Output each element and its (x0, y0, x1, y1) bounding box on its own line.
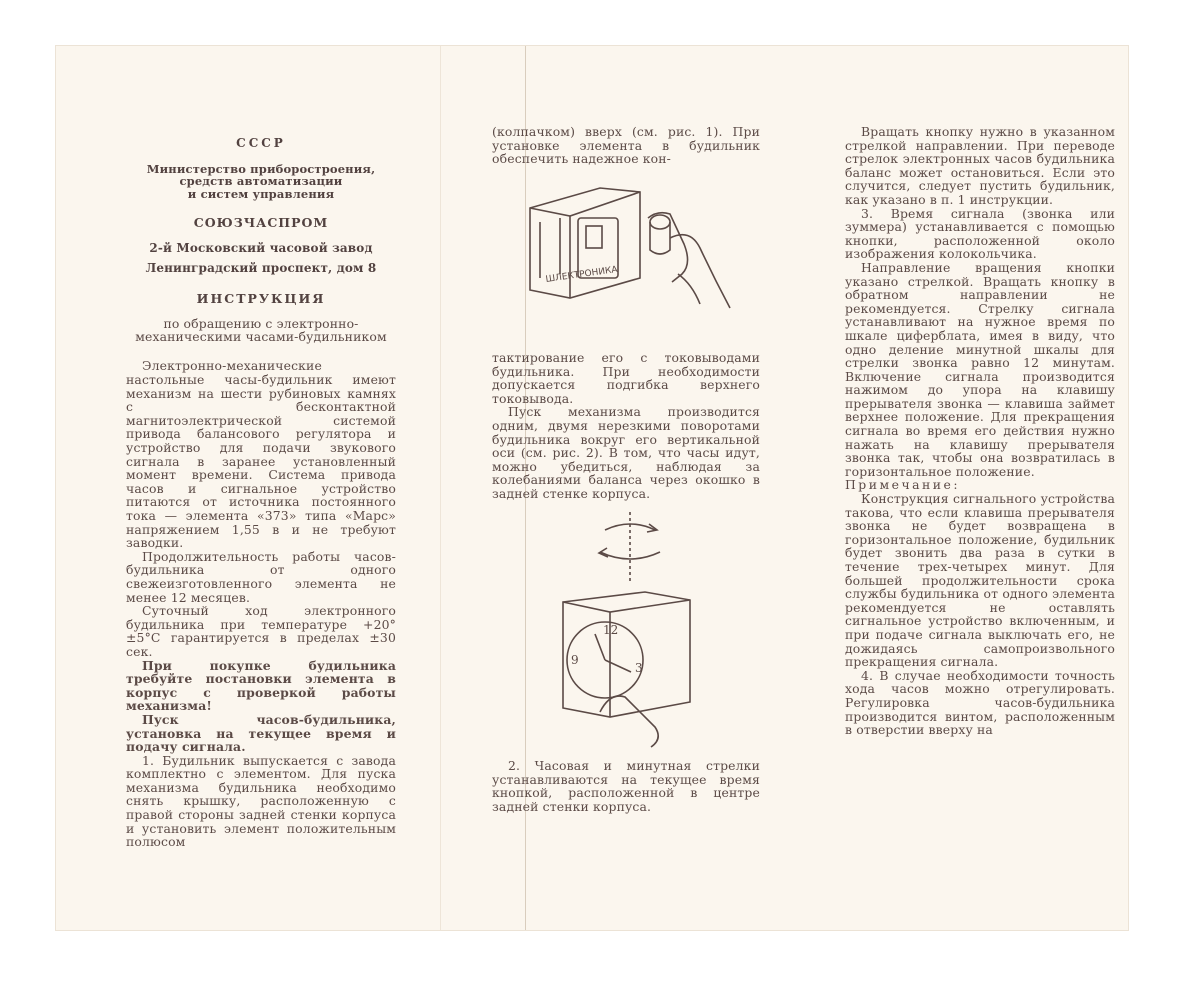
organization-heading: СОЮЗЧАСПРОМ (193, 215, 329, 231)
paragraph: тактирование его с токовыводами будильника. При необходимости допускается подгибка верхнего токовывода. (492, 350, 760, 406)
document-title: ИНСТРУКЦИЯ (196, 290, 326, 306)
fold-line (440, 46, 441, 930)
warning-paragraph: При покупке будильника требуйте постановки элемента в корпус с проверкой работы механизма! (126, 657, 396, 714)
dial-number-12: 12 (603, 623, 619, 637)
clock-rotation-illustration (545, 512, 705, 752)
paragraph: 2. Часовая и минутная стрелки устанавливаются на текущее время кнопкой, расположенной в центре задней стенки корпуса. (492, 758, 760, 814)
column-left (126, 137, 396, 849)
ministry-heading: Министерство приборостроения, средств автоматизации и систем управления (146, 161, 376, 201)
clock-battery-illustration (520, 178, 755, 328)
paragraph: Суточный ход электронного будильника при температуре +20° ±5°С гарантируется в пределах ±30 сек. (126, 603, 396, 659)
paragraph: Пуск механизма производится одним, двумя нерезкими поворотами будильника вокруг его вертикальной оси (см. рис. 2). В том, что часы идут, можно убедиться, наблюдая за колебаниями баланса через окошко в задней стенке корпуса. (492, 404, 760, 501)
paragraph: Вращать кнопку нужно в указанном стрелкой направлении. При переводе стрелок электронных часов будильника баланс может остановиться. Если это случится, следует пустить будильник, как указано в п. 1 инструкции. (845, 124, 1115, 207)
paragraph: 3. Время сигнала (звонка или зуммера) устанавливается с помощью кнопки, расположенной около изображения колокольчика. (845, 205, 1115, 262)
paragraph: 1. Будильник выпускается с завода комплектно с элементом. Для пуска механизма будильника необходимо снять крышку, расположенную с правой стороны задней стенки корпуса и установить элемент положительным полюсом (126, 752, 396, 850)
paragraph: (колпачком) вверх (см. рис. 1). При установке элемента в будильник обеспечить надежное кон- (492, 124, 760, 167)
paragraph: Конструкция сигнального устройства такова, что если клавиша прерывателя звонка не будет возвращена в горизонтальное положение, будильник будет звонить два раза в сутки в течение трех-четырех минут. Для большей продолжительности срока службы будильника от одного элемента рекомендуется не оставлять сигнальное устройство включенным, и при подаче сигнала выключать его, не дожидаясь самопроизвольного прекращения сигнала. (845, 491, 1115, 670)
document-subtitle: по обращению с электронно-механическими часами-будильником (135, 316, 387, 345)
section-heading: Пуск часов-будильника, установка на текущее время и подачу сигнала. (126, 711, 396, 755)
dial-number-9: 9 (571, 653, 579, 667)
column-right (845, 125, 1115, 737)
paragraph: Направление вращения кнопки указано стрелкой. Вращать кнопку в обратном направлении не рекомендуется. Стрелку сигнала устанавливают на нужное время по шкале циферблата, имея в виду, что одно деление минутной шкалы для стрелки звонка равно 12 минутам. Включение сигнала производится нажимом до упора на клавишу прерывателя звонка — клавиша займет верхнее положение. Для прекращения сигнала во время его действия нужно нажать на клавишу прерывателя звонка так, чтобы она возвратилась в горизонтальное положение. (845, 259, 1115, 479)
column-middle-bottom (492, 759, 760, 813)
paragraph: Электронно-механические настольные часы-будильник имеют механизм на шести рубиновых камнях с бесконтактной магнитоэлектрической системой привода балансового регулятора и устройство для подачи звукового сигнала в заранее установленный момент времени. Система привода часов и сигнальное устройство питаются от источника постоянного тока — элемента «373» типа «Марс» напряжением 1,55 в и не требуют заводки. (126, 358, 396, 551)
address-heading: Ленинградский проспект, дом 8 (145, 261, 377, 276)
factory-heading: 2-й Московский часовой завод (149, 240, 373, 255)
dial-number-3: 3 (635, 661, 643, 675)
column-middle-lower (492, 351, 760, 501)
paragraph: 4. В случае необходимости точность хода часов можно отрегулировать. Регулировка часов-будильника производится винтом, расположенным в отверстии вверху на (845, 667, 1115, 738)
figure-battery-insertion (520, 178, 755, 328)
paragraph: Продолжительность работы часов-будильника от одного свежеизготовленного элемента не менее 12 месяцев. (126, 548, 396, 605)
svg-text:ШЛЕКТРОНИКА: ШЛЕКТРОНИКА (545, 264, 619, 285)
column-middle (492, 125, 760, 166)
country-heading: СССР (236, 136, 286, 150)
figure-start-rotation (545, 512, 705, 752)
note-heading: Примечание: (845, 477, 961, 493)
